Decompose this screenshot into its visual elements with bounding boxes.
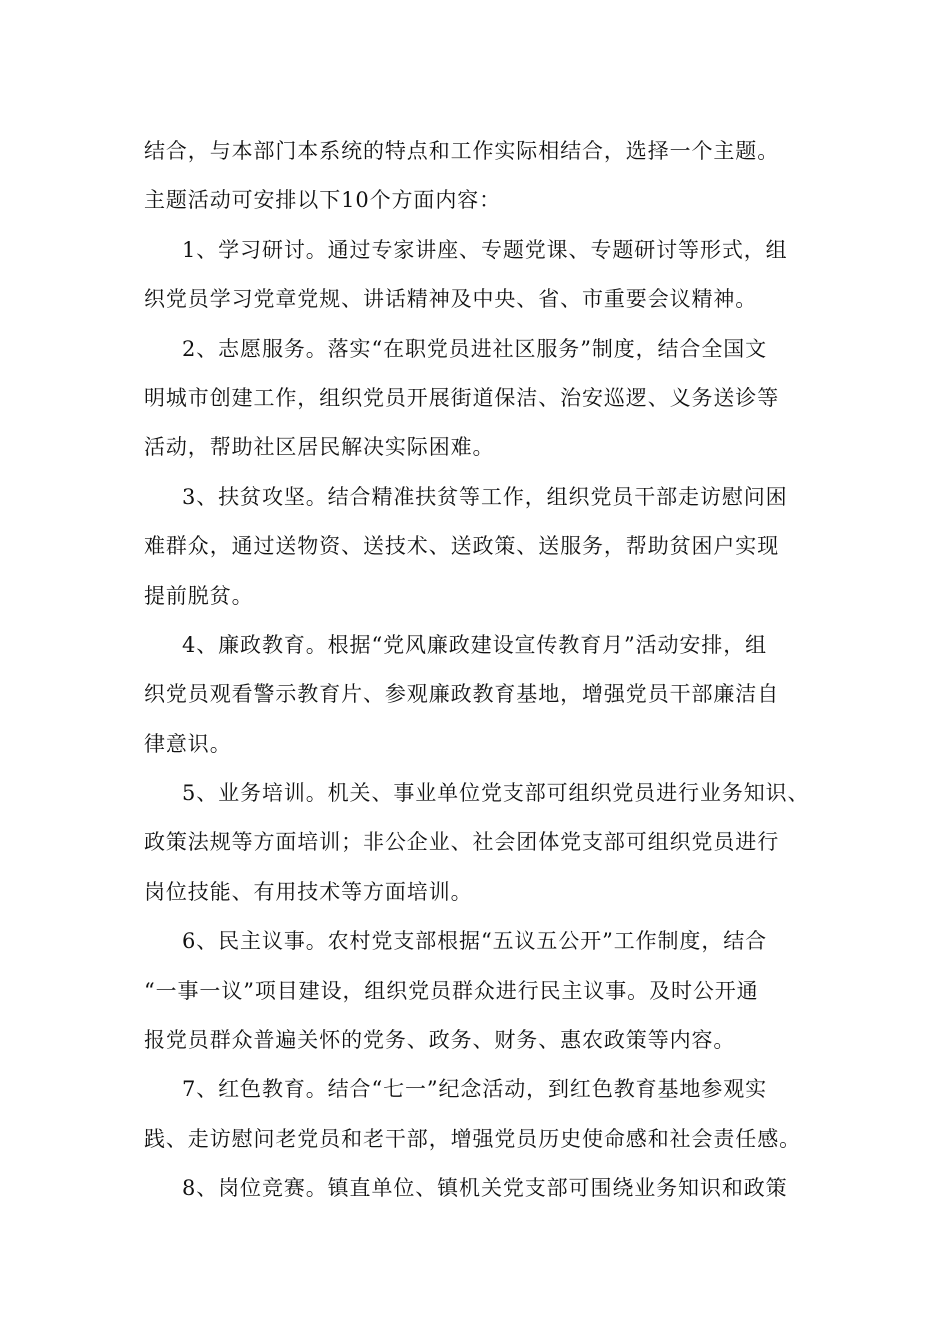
text-line: 提前脱贫。 [144,583,254,608]
text-line: 8、岗位竞赛。镇直单位、镇机关党支部可围绕业务知识和政策 [182,1176,788,1201]
text-line: 律意识。 [144,731,232,756]
text-line: 织党员学习党章党规、讲话精神及中央、省、市重要会议精神。 [144,287,758,312]
text-line: 岗位技能、有用技术等方面培训。 [144,879,473,904]
text-line: 报党员群众普遍关怀的党务、政务、财务、惠农政策等内容。 [144,1028,736,1053]
text-line: 政策法规等方面培训；非公企业、社会团体党支部可组织党员进行 [144,830,780,855]
text-line: 1、学习研讨。通过专家讲座、专题党课、专题研讨等形式，组 [182,237,788,262]
document-body [144,127,814,1214]
text-line: 2、志愿服务。落实“在职党员进社区服务”制度，结合全国文 [182,336,768,361]
text-line: 主题活动可安排以下10个方面内容： [144,188,502,213]
text-line: 结合，与本部门本系统的特点和工作实际相结合，选择一个主题。 [144,139,780,163]
text-line: 3、扶贫攻坚。结合精准扶贫等工作，组织党员干部走访慰问困 [182,484,788,509]
text-line: 4、廉政教育。根据“党风廉政建设宣传教育月”活动安排，组 [182,632,768,657]
text-line: 明城市创建工作，组织党员开展街道保洁、治安巡逻、义务送诊等 [144,385,780,410]
text-line: 践、走访慰问老党员和老干部，增强党员历史使命感和社会责任感。 [144,1126,801,1151]
text-line: “一事一议”项目建设，组织党员群众进行民主议事。及时公开通 [144,978,759,1003]
text-line: 难群众，通过送物资、送技术、送政策、送服务，帮助贫困户实现 [144,534,780,559]
text-line: 织党员观看警示教育片、参观廉政教育基地，增强党员干部廉洁自 [144,682,780,707]
text-line: 5、业务培训。机关、事业单位党支部可组织党员进行业务知识、 [182,781,810,806]
text-line: 7、红色教育。结合“七一”纪念活动，到红色教育基地参观实 [182,1077,768,1102]
text-line: 6、民主议事。农村党支部根据“五议五公开”工作制度，结合 [182,929,768,954]
text-line: 活动，帮助社区居民解决实际困难。 [144,435,495,460]
